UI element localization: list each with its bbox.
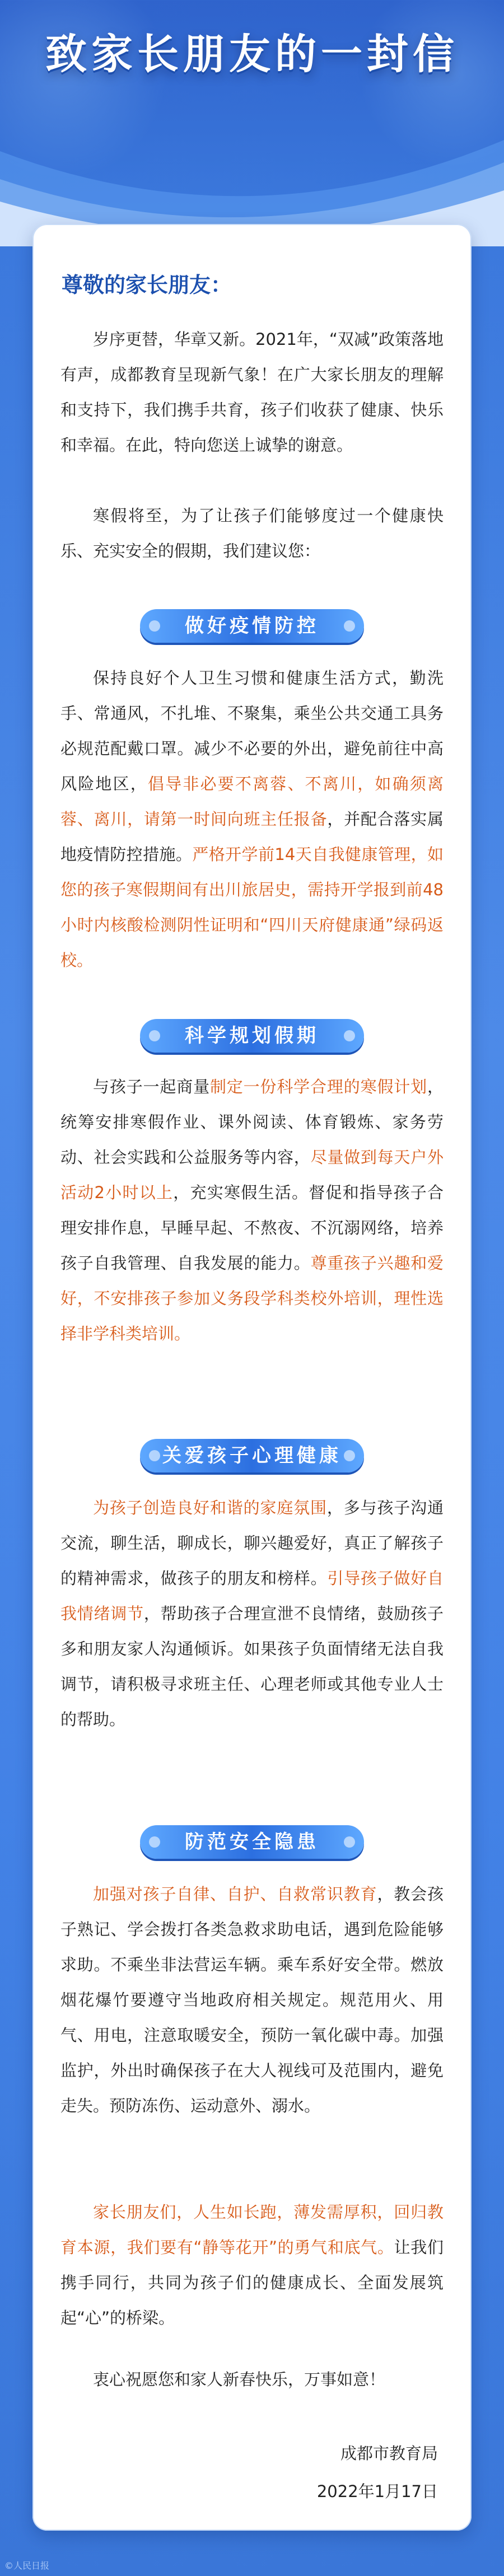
parents-message-paragraph xyxy=(60,2195,444,2336)
highlighted-text: 尊重孩子兴趣和爱好，不安排孩子参加义务段学科类校外培训，理性选择非学科类培训。 xyxy=(60,1254,444,1343)
letter-card xyxy=(32,224,472,2531)
intro-paragraph-2 xyxy=(60,498,444,569)
highlighted-text: 倡导非必要不离蓉、不离川，如确须离蓉、离川，请第一时间向班主任报备 xyxy=(60,774,444,829)
paragraph-text: ，统筹安排寒假作业、课外阅读、体育锻炼、家务劳动、社会实践和公益服务等内容， xyxy=(60,1077,444,1167)
highlighted-text: 尽量做到每天户外活动2小时以上 xyxy=(60,1148,444,1202)
intro-paragraph-1 xyxy=(60,322,444,463)
section-mental-health-text xyxy=(60,1490,444,1737)
section-title-epidemic-prevention: 做好疫情防控 xyxy=(140,609,364,643)
section-safety-text xyxy=(60,1877,444,2124)
highlighted-text: 家长朋友们，人生如长跑，薄发需厚积，回归教育本源，我们要有“静等花开”的勇气和底气。 xyxy=(60,2203,444,2257)
paragraph-text: ，多与孩子沟通交流，聊生活，聊成长，聊兴趣爱好，真正了解孩子的精神需求，做孩子的朋友和榜样。 xyxy=(60,1498,444,1588)
signature-org: 成都市教育局 xyxy=(340,2444,438,2463)
paragraph-text: ，帮助孩子合理宣泄不良情绪，鼓励孩子多和朋友家人沟通倾诉。如果孩子负面情绪无法自我调节，请积极寻求班主任、心理老师或其他专业人士的帮助。 xyxy=(60,1604,444,1729)
paragraph-text: 寒假将至，为了让孩子们能够度过一个健康快乐、充实安全的假期，我们建议您： xyxy=(60,506,444,560)
section-title-mental-health: 关爱孩子心理健康 xyxy=(140,1439,364,1472)
paragraph-text: ，并配合落实属地疫情防控措施。 xyxy=(60,810,444,864)
paragraph-text: ，教会孩子熟记、学会拨打各类急救求助电话，遇到危险能够求助。不乘坐非法营运车辆。乘车系好安全带。燃放烟花爆竹要遵守当地政府相关规定。规范用火、用气、用电，注意取暖安全，预防一氧化碳中毒。加强监护，外出时确保孩子在大人视线可及范围内，避免走失。预防冻伤、运动意外、溺水。 xyxy=(60,1885,444,2115)
highlighted-text: 为孩子创造良好和谐的家庭氛围 xyxy=(93,1498,327,1517)
highlighted-text: 制定一份科学合理的寒假计划 xyxy=(209,1077,427,1096)
watermark: ©人民日报 xyxy=(4,2560,50,2571)
section-title-holiday-planning: 科学规划假期 xyxy=(140,1019,364,1053)
paragraph-text: 岁序更替，华章又新。2021年，“双减”政策落地有声，成都教育呈现新气象！在广大家长朋友的理解和支持下，我们携手共育，孩子们收获了健康、快乐和幸福。在此，特向您送上诚挚的谢意。 xyxy=(60,330,444,455)
signature-date: 2022年1月17日 xyxy=(316,2482,438,2501)
paragraph-text: ，充实寒假生活。督促和指导孩子合理安排作息，早睡早起、不熬夜、不沉溺网络，培养孩子自我管理、自我发展的能力。 xyxy=(60,1183,444,1273)
paragraph-text: 保持良好个人卫生习惯和健康生活方式，勤洗手、常通风，不扎堆、不聚集，乘坐公共交通工具务必规范配戴口罩。减少不必要的外出，避免前往中高风险地区， xyxy=(60,668,444,793)
section-title-safety: 防范安全隐患 xyxy=(140,1825,364,1859)
highlighted-text: 严格开学前14天自我健康管理，如您的孩子寒假期间有出川旅居史，需持开学报到前48小时内核酸检测阴性证明和“四川天府健康通”绿码返校。 xyxy=(60,845,444,970)
highlighted-text: 加强对孩子自律、自护、自救常识教育 xyxy=(93,1885,377,1904)
paragraph-text: 与孩子一起商量 xyxy=(93,1077,210,1096)
page-title: 致家长朋友的一封信 xyxy=(45,30,459,78)
section-holiday-planning-text xyxy=(60,1069,444,1352)
highlighted-text: 引导孩子做好自我情绪调节 xyxy=(60,1569,444,1623)
closing-wishes: 衷心祝愿您和家人新春快乐，万事如意！ xyxy=(93,2370,386,2389)
section-epidemic-prevention-text xyxy=(60,661,444,978)
salutation: 尊敬的家长朋友： xyxy=(62,273,232,297)
paragraph-text: 让我们携手同行，共同为孩子们的健康成长、全面发展筑起“心”的桥梁。 xyxy=(60,2238,444,2327)
